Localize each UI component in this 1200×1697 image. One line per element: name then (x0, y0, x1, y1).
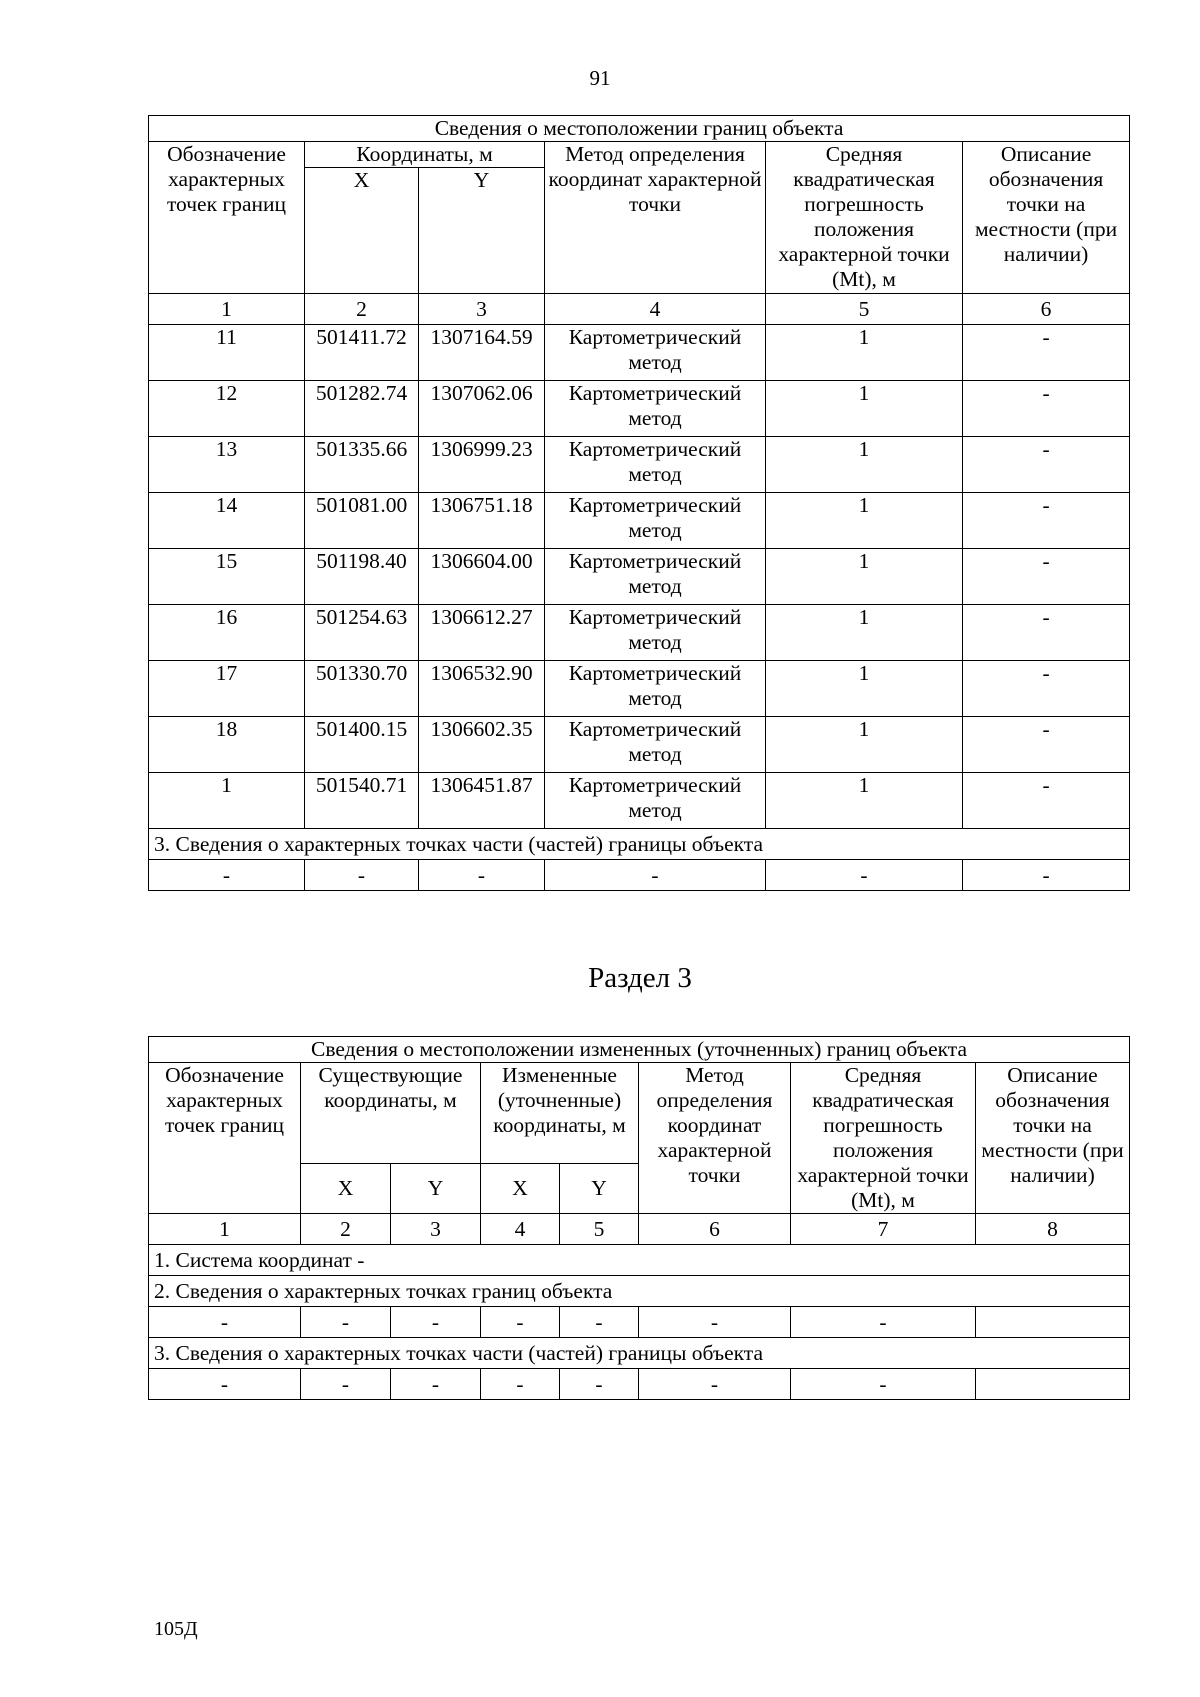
method-cell: Картометрический метод (545, 549, 766, 605)
column-number: 5 (766, 294, 963, 325)
column-number: 7 (791, 1214, 976, 1245)
header-changed-coordinates: Измененные (уточненные) координаты, м (481, 1063, 639, 1164)
point-cell: 15 (149, 549, 305, 605)
column-number: 1 (149, 294, 305, 325)
table-cell (976, 1307, 1130, 1338)
section-3-title: 3. Сведения о характерных точках части (частей) границы объекта (149, 829, 1130, 860)
table-cell: - (791, 1307, 976, 1338)
table-cell (976, 1369, 1130, 1400)
header-error: Средняя квадратическая погрешность положения характерной точки (Mt), м (791, 1063, 976, 1214)
header-point: Обозначение характерных точек границ (149, 1063, 301, 1214)
table-cell: - (481, 1369, 560, 1400)
error-cell: 1 (766, 381, 963, 437)
point-cell: 16 (149, 605, 305, 661)
x-cell: 501540.71 (305, 773, 419, 829)
table-title: Сведения о местоположении границ объекта (149, 116, 1130, 142)
column-number: 3 (391, 1214, 481, 1245)
point-cell: 17 (149, 661, 305, 717)
section-3-title: 3. Сведения о характерных точках части (частей) границы объекта (149, 1338, 1130, 1369)
method-cell: Картометрический метод (545, 493, 766, 549)
table-cell: - (305, 860, 419, 891)
table-row (149, 325, 1130, 381)
error-cell: 1 (766, 717, 963, 773)
x-cell: 501411.72 (305, 325, 419, 381)
table-row (149, 493, 1130, 549)
page-number: 91 (589, 66, 611, 90)
description-cell: - (963, 605, 1130, 661)
error-cell: 1 (766, 773, 963, 829)
table-cell: - (149, 1369, 301, 1400)
error-cell: 1 (766, 325, 963, 381)
point-cell: 1 (149, 773, 305, 829)
column-number: 8 (976, 1214, 1130, 1245)
boundary-coordinates-table (148, 115, 1130, 891)
method-cell: Картометрический метод (545, 605, 766, 661)
table-cell: - (560, 1369, 639, 1400)
table-cell: - (766, 860, 963, 891)
y-cell: 1307062.06 (419, 381, 545, 437)
header-point: Обозначение характерных точек границ (149, 142, 305, 294)
x-cell: 501081.00 (305, 493, 419, 549)
y-cell: 1306612.27 (419, 605, 545, 661)
table-cell: - (481, 1307, 560, 1338)
table-row (149, 549, 1130, 605)
table-cell: - (149, 1307, 301, 1338)
x-cell: 501330.70 (305, 661, 419, 717)
column-number: 2 (305, 294, 419, 325)
description-cell: - (963, 773, 1130, 829)
error-cell: 1 (766, 605, 963, 661)
point-cell: 11 (149, 325, 305, 381)
method-cell: Картометрический метод (545, 717, 766, 773)
error-cell: 1 (766, 549, 963, 605)
description-cell: - (963, 381, 1130, 437)
column-numbers-row (149, 1214, 1130, 1245)
column-number: 4 (545, 294, 766, 325)
coordinate-system-row: 1. Система координат - (149, 1245, 1130, 1276)
header-y: Y (419, 168, 545, 294)
header-description: Описание обозначения точки на местности (при наличии) (963, 142, 1130, 294)
table-cell: - (545, 860, 766, 891)
section-2-title: 2. Сведения о характерных точках границ объекта (149, 1276, 1130, 1307)
table-cell: - (560, 1307, 639, 1338)
y-cell: 1306999.23 (419, 437, 545, 493)
description-cell: - (963, 493, 1130, 549)
header-method: Метод определения координат характерной точки (545, 142, 766, 294)
description-cell: - (963, 717, 1130, 773)
table-cell: - (639, 1369, 791, 1400)
header-changed-y: Y (560, 1163, 639, 1213)
table-row (149, 717, 1130, 773)
header-existing-y: Y (391, 1163, 481, 1213)
table-cell: - (791, 1369, 976, 1400)
x-cell: 501198.40 (305, 549, 419, 605)
y-cell: 1306451.87 (419, 773, 545, 829)
y-cell: 1306532.90 (419, 661, 545, 717)
footer-code: 105Д (154, 1618, 198, 1640)
table-cell: - (639, 1307, 791, 1338)
header-method: Метод определения координат характерной точки (639, 1063, 791, 1214)
column-number: 1 (149, 1214, 301, 1245)
x-cell: 501335.66 (305, 437, 419, 493)
y-cell: 1306751.18 (419, 493, 545, 549)
error-cell: 1 (766, 437, 963, 493)
table-cell: - (963, 860, 1130, 891)
table-cell: - (391, 1369, 481, 1400)
table-row (149, 381, 1130, 437)
point-cell: 13 (149, 437, 305, 493)
table-cell: - (419, 860, 545, 891)
table-cell: - (149, 860, 305, 891)
table-row (149, 605, 1130, 661)
table-row (149, 661, 1130, 717)
method-cell: Картометрический метод (545, 325, 766, 381)
section-2-row (149, 1307, 1130, 1338)
header-x: X (305, 168, 419, 294)
y-cell: 1306604.00 (419, 549, 545, 605)
column-number: 2 (301, 1214, 391, 1245)
x-cell: 501282.74 (305, 381, 419, 437)
point-cell: 14 (149, 493, 305, 549)
table-cell: - (301, 1307, 391, 1338)
point-cell: 12 (149, 381, 305, 437)
header-existing-x: X (301, 1163, 391, 1213)
column-number: 3 (419, 294, 545, 325)
method-cell: Картометрический метод (545, 381, 766, 437)
column-numbers-row (149, 294, 1130, 325)
description-cell: - (963, 437, 1130, 493)
method-cell: Картометрический метод (545, 773, 766, 829)
table-cell: - (301, 1369, 391, 1400)
column-number: 6 (963, 294, 1130, 325)
description-cell: - (963, 325, 1130, 381)
point-cell: 18 (149, 717, 305, 773)
table-title: Сведения о местоположении измененных (уточненных) границ объекта (149, 1037, 1130, 1063)
y-cell: 1307164.59 (419, 325, 545, 381)
header-description: Описание обозначения точки на местности (при наличии) (976, 1063, 1130, 1214)
error-cell: 1 (766, 661, 963, 717)
column-number: 6 (639, 1214, 791, 1245)
column-number: 4 (481, 1214, 560, 1245)
table-row (149, 773, 1130, 829)
error-cell: 1 (766, 493, 963, 549)
x-cell: 501254.63 (305, 605, 419, 661)
method-cell: Картометрический метод (545, 661, 766, 717)
section-heading: Раздел 3 (588, 962, 692, 994)
table-row (149, 437, 1130, 493)
y-cell: 1306602.35 (419, 717, 545, 773)
method-cell: Картометрический метод (545, 437, 766, 493)
header-error: Средняя квадратическая погрешность положения характерной точки (Mt), м (766, 142, 963, 294)
section-3-row (149, 860, 1130, 891)
table-cell: - (391, 1307, 481, 1338)
description-cell: - (963, 661, 1130, 717)
description-cell: - (963, 549, 1130, 605)
header-existing-coordinates: Существующие координаты, м (301, 1063, 481, 1164)
x-cell: 501400.15 (305, 717, 419, 773)
header-changed-x: X (481, 1163, 560, 1213)
section-3-row (149, 1369, 1130, 1400)
changed-boundaries-table (148, 1036, 1130, 1400)
column-number: 5 (560, 1214, 639, 1245)
header-coordinates: Координаты, м (305, 142, 545, 168)
